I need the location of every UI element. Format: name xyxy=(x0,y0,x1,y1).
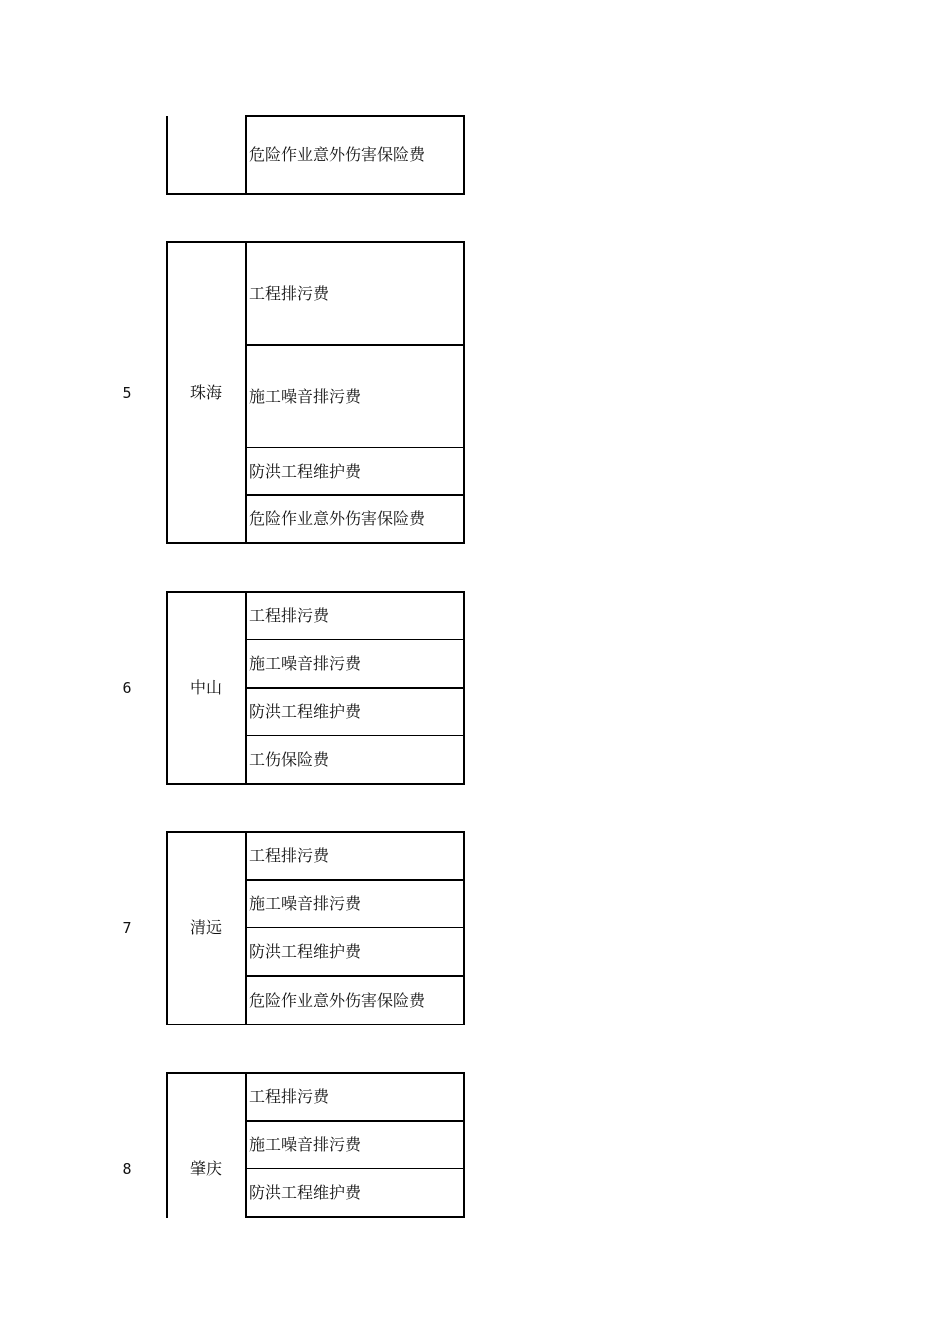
fee-item: 施工噪音排污费 xyxy=(249,654,362,673)
fee-item: 工程排污费 xyxy=(249,846,330,865)
table-border-divider xyxy=(245,1072,247,1218)
fee-item: 施工噪音排污费 xyxy=(249,1135,362,1154)
fee-item: 防洪工程维护费 xyxy=(249,462,362,481)
fee-item: 危险作业意外伤害保险费 xyxy=(249,145,426,164)
fee-item: 防洪工程维护费 xyxy=(249,702,362,721)
row-divider xyxy=(245,639,465,640)
city-name: 清远 xyxy=(189,918,222,937)
table-border-bottom xyxy=(245,1216,465,1218)
section-number: 5 xyxy=(122,384,132,402)
city-name: 肇庆 xyxy=(189,1159,222,1178)
table-border-divider xyxy=(245,116,247,195)
fee-item: 施工噪音排污费 xyxy=(249,894,362,913)
row-divider xyxy=(245,879,465,881)
row-divider xyxy=(245,494,465,496)
section-number: 8 xyxy=(122,1160,132,1178)
fee-item: 防洪工程维护费 xyxy=(249,942,362,961)
fee-item: 防洪工程维护费 xyxy=(249,1183,362,1202)
city-name: 中山 xyxy=(189,678,222,697)
row-divider xyxy=(245,1120,465,1122)
fee-item: 危险作业意外伤害保险费 xyxy=(249,991,426,1010)
fee-item: 工程排污费 xyxy=(249,284,330,303)
table-border-bottom xyxy=(166,783,465,785)
row-divider xyxy=(245,344,465,346)
fee-item: 工程排污费 xyxy=(249,1087,330,1106)
table-border-bottom xyxy=(166,1024,465,1025)
table-border-top xyxy=(166,241,465,243)
table-border-right xyxy=(463,241,465,544)
table-border-bottom xyxy=(166,542,465,544)
row-divider xyxy=(245,735,465,736)
row-divider xyxy=(245,1168,465,1169)
fee-item: 施工噪音排污费 xyxy=(249,387,362,406)
row-divider xyxy=(245,687,465,689)
fee-item: 工程排污费 xyxy=(249,606,330,625)
fee-item: 工伤保险费 xyxy=(249,750,330,769)
row-divider xyxy=(245,927,465,928)
table-border-left xyxy=(166,1072,168,1218)
section-number: 6 xyxy=(122,679,132,697)
table-border-top xyxy=(166,591,465,593)
table-border-bottom xyxy=(166,193,465,195)
section-number: 7 xyxy=(122,919,132,937)
table-border-left xyxy=(166,116,168,195)
table-border-right xyxy=(463,1072,465,1218)
table-border-top xyxy=(166,1072,465,1074)
table-border-right xyxy=(463,116,465,195)
city-name: 珠海 xyxy=(189,383,222,402)
table-border-right xyxy=(463,831,465,1025)
row-divider xyxy=(245,447,465,448)
fee-item: 危险作业意外伤害保险费 xyxy=(249,509,426,528)
row-divider xyxy=(245,975,465,977)
table-border-top xyxy=(166,831,465,833)
table-border-top xyxy=(245,115,465,117)
